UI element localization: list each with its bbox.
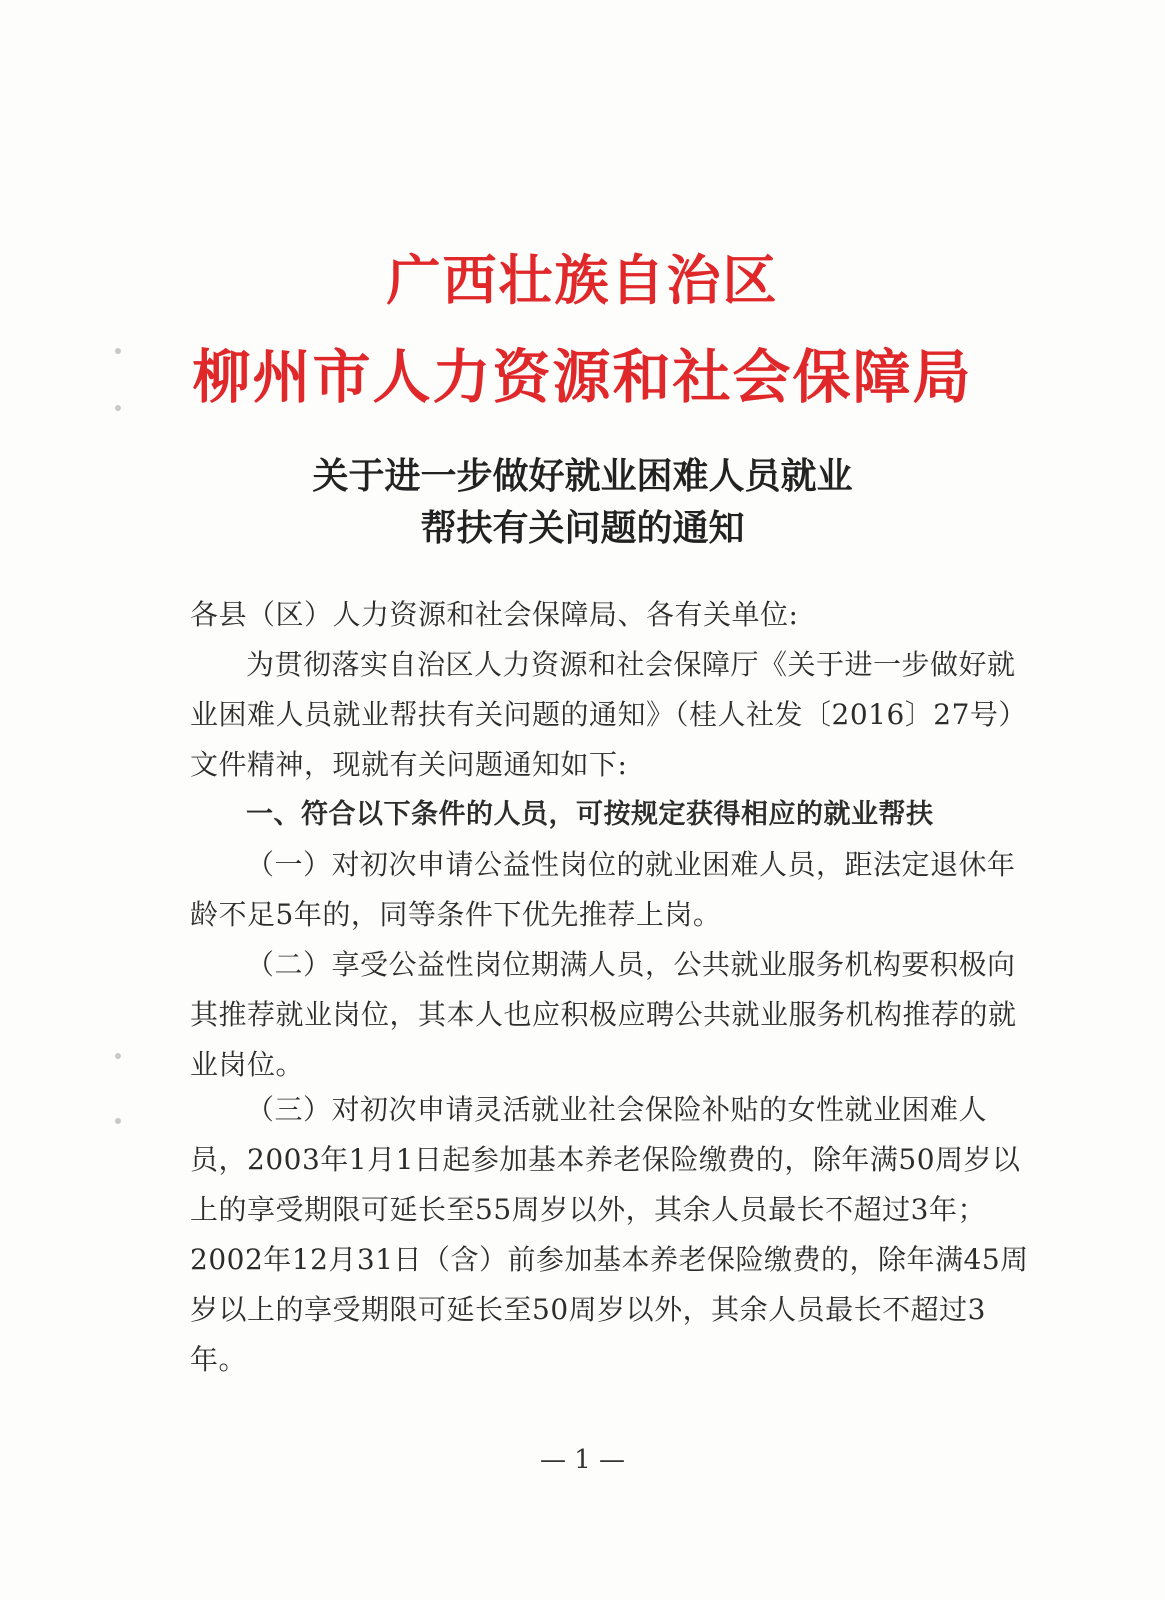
document-title-line2: 帮扶有关问题的通知 [420, 507, 745, 549]
section-heading: 一、符合以下条件的人员，可按规定获得相应的就业帮扶 [246, 799, 934, 830]
margin-mark [115, 1118, 121, 1124]
intro-paragraph: 为贯彻落实自治区人力资源和社会保障厅《关于进一步做好就业困难人员就业帮扶有关问题的通知》（桂人社发〔2016〕27号）文件精神，现就有关问题通知如下: [190, 648, 1027, 781]
item-paragraph: （一）对初次申请公益性岗位的就业困难人员，距法定退休年龄不足5年的，同等条件下优先推荐上岗。 [190, 848, 1016, 931]
salutation: 各县（区）人力资源和社会保障局、各有关单位: [190, 598, 799, 631]
margin-mark [115, 1053, 121, 1059]
issuer-header-line1: 广西壮族自治区 [386, 248, 779, 312]
item-paragraph: （二）享受公益性岗位期满人员，公共就业服务机构要积极向其推荐就业岗位，其本人也应积极应聘公共就业服务机构推荐的就业岗位。 [190, 948, 1017, 1081]
issuer-header-line2: 柳州市人力资源和社会保障局 [192, 343, 973, 411]
page-number: — 1 — [539, 1445, 626, 1475]
document-title-line1: 关于进一步做好就业困难人员就业 [312, 455, 853, 497]
item-paragraph: （三）对初次申请灵活就业社会保险补贴的女性就业困难人员，2003年1月1日起参加基本养老保险缴费的，除年满50周岁以上的享受期限可延长至55周岁以外，其余人员最长不超过3年；2002年12月31日（含）前参加基本养老保险缴费的，除年满45周岁以上的享受期限可延长至50周岁以外，其余人员最长不超过3年。 [190, 1093, 1029, 1376]
